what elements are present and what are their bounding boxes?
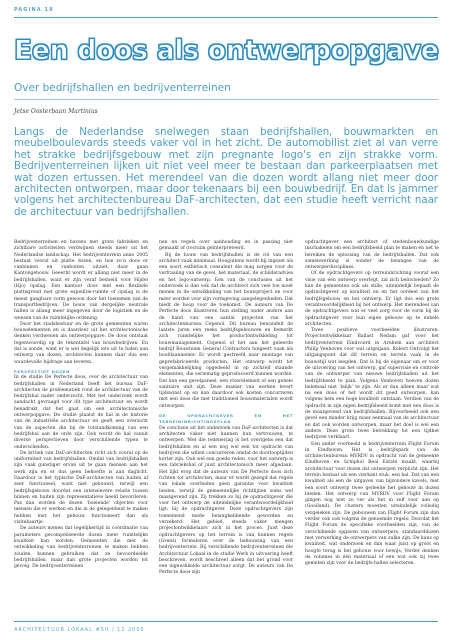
col3-paragraph: Of de opdrachtgevers op terreininrichting vooraf een visie van een ontwerp overlegt, zal zich beïnvloeden? Zo kan de gemeenten ook als stille, uiteindelijk bepaalt de opdrachtgever op kwaliteit en en het oordeel van het bedrijfsgebouw en het ontwerp. Er ligt dus een grote verantwoordelijkheid bij het ontwerp. Het merendeel van de opdrachtgevers wat er veel zorg voor de vorm bij de opdrachtgever voor hun eigen gebouw op te enkele architecten. (305, 271, 439, 327)
footer-rule (14, 621, 438, 622)
section-heading: DE OPDRACHTGEVER EN HET TERREININRICHTINGSPLAN (159, 413, 293, 425)
col2-paragraph: Bij de bouw van bedrijfshallen is de rol van een architect vaak minimaal. Hooguitens wordt hij ingezet als een soort esthetisch consulent die mag zorgen voor de verfraaiing van de gevel, het materiaal, de schilderadvies en het logo-ontwerp. Een van de conclusies uit het onderzoek is dan ook dat de architect zich veel toe moet menen in de ontwikkeling van het bouwproject en voor meer worden voor zijn vormgeving aangelegenheden. Dat biedt de hoop voor de toekomst. De auteurs van De Perfecte doos illustreren hun stelling onder andere aan de hand van een aantal projecten van het architectenbureau Cepenol. Dit bureau bewandelt de laatste jaren een reeks bedrijfsgebouwen en bemerkt zich ruimtelijke het productontwikkeling tot bouwmanagement. Cepenol of het aan het geleerde bedrijf Bouwteam General Contractors fungeert vaak als hoofdaannemer. Er wordt gestreefd naar montage van geprefabriceerde producten. Het ontwerp wordt tot vergemakkelijking opgedeeld in op zichzelf staande elementen, die seriematig geproduceerd kunnen worden. Dat kan een gevelpaneel, een vloerelement of een gehele sanitaire unit zijn. Deze manier van werken levert tijdswinst op en kan daardoor ook kosten concurreren met een doos die met traditioneel bouwmaterialen wordt ontworpen. (159, 252, 293, 409)
col1-paragraph: In de studie De Perfecte doos, over de architectuur van bedrijfshallen in Nederland heeft het bureau DaF-architecten de problematiek rond de architectuur van de bedrijfshal nader onderzocht. Met het onderzoek wordt aandacht gevraagd voor dit type architectuur en wordt benadrukt dat het gaat om een architectonische ontwerpopgave. De studie plaatst de hal in de historie van de industriële architectuur en geeft een overzicht van de aspecten die bij de totstandkoming van een bedrijfshal aan de orde zijn. Ook wordt de hal vanuit diverse perspectieven door verschillende typen te onderscheiden. (14, 375, 148, 450)
article-title: Een doos als ontwerpopgave (14, 35, 439, 66)
col1-paragraph: De auteurs menen dat tegelijkertijd in coördinatie van parameters gecompenseerde dozen meer ruimtelijke kwaliteit kan worden. Gemeenten die met de ontwikkeling van bedrijventerreinen te maken hebben zouden kunnen gebruiken dat ze bevoordeelde bedrijfshallen, maar dan grote projecten worden tot gevolg. De bedrijventerreinen (14, 526, 148, 570)
page-label: PAGINA 18 (14, 7, 54, 13)
col3-paragraph: Twee positieve voorbeelden illustreren. Projectontwikkelaar Ballast Nedam gaf voor het bedrijventerrein Eindvoord in Arnhem aan architect Philip Venhoven voor wat uitgegaan. Robert Ontvolgt het uitgangspunt dat dit terrein en terrein vaak in de bouwstijl wat leegden. Dat is bij de eigenaar om er voor de uitvoering van het ontwerp, gaf supervisie en controle van de ontwerper van nieuwe bedrijfshallen uit het bedrijfsbeeld te plan. Volgens Venhoven hoeven dozen helemaal niet ‘lelijk’ te zijn. Als er dan alleen maar wat na een doos of het wordt dit goed ontworpen, kan volgens hem een hoge kwaliteit ontstaan. Verdien van de opdracht in zijn eigen bedrijfsbeeld komt met een doos is de maatgevend van bedrijfshallen. Bijvoorbeeld ook een gevel een minder krijg maar eenmaal van de architectuur en dat ook worden ontworpen, maar het doel is wel een andere. Deze grote twee betrekking tot een tijdhet bedrijven verklaart. (305, 328, 439, 441)
col3-paragraph: opdrachtgever een architect of stedenbouwkundige inschakelen om een bedrijfsbeeld plan te maken en net te bereiken de oplossing van de bedrijfshallen. Dat ook samenwerking is sonder de belangen van de ontwerperdisciplines. (305, 240, 439, 271)
body-column-3 (305, 240, 439, 567)
body-column-1 (14, 240, 148, 570)
col1-paragraph: De kritiek van DaF-architecten richt zich vooral op de uniformiteit van bedrijfshallen. Omdat van bedrijfshallen zijn vaak gunstiger ervan uit te gaan mensen aan het werk zijn en er dus geen behoefte is aan daglicht. Daardoor is het typische DaF-architecten van buiten af zeer functioneel, want niet gebouwd, terwijl een bedrijfsgebouw doordat een intensievere relatie tussen binnen en buiten zijn representatieve beeld bevorderen. Pas dan worden de dozen ‘boeiende’ objecten voor mensen die er werken en die in de gelegenheid te maken hebben met het gebouw functioneert dan als visitekaartje. (14, 450, 148, 526)
col1-paragraph: Bedrijventerreinen en havens met grote fabrieken en zichtbare activiteiten verdwijnen steeds meer uit het Nederlandse landschap. Het bedrijventerrein anno 2005 bestaat vooral uit platte dozen, en hoe zo’n doos er vanbinnen en vanbuiten uitziet, daar gaan Kantongebouw. Geeerbt wordt er allang niet meer in de bedrijfshallen, want er zijn veraf bedoeld voor Hijdel (Hjo) opslag. Een kantoor doos met een flexibele plattegrond met grote expeditie-ruimte of opslag is de meest gangbare vorm gewoon door het toenemen van de transportbedrijven. De bouw van dergelijke neutrale hallen is allang meer ingegeven door de logistiek en de wensen van de ruimtelijke ordening. (14, 240, 148, 321)
col2-paragraph: nen en regels over aanhouding en in passing niet gemaakt of (re)ruim geïnterpreteerd. (159, 240, 293, 252)
col1-paragraph: Door het stadsbestuur en de grote gemeenten waren bouwelementen en is daardoor uit het architectonische denken verdwenen als ontwerpopgave. De doos ontstaat tegenwoordig op de tekentafel van bouwbedrijven. En dat is zonde, want er is wel degelijk iets uit te halen aan ontwerp van dozen, architecten kunnen daar dus een waardevolle bijdrage aan leveren. (14, 321, 148, 365)
body-column-2 (159, 240, 293, 577)
section-heading: PERSPECTIEF DOZEN (14, 368, 70, 374)
lead-paragraph: Langs de Nederlandse snelwegen staan bedrijfshallen, bouwmarkten en meubelboulevards steeds vaker vol in het zicht. De automobilist ziet al van verre het strakke bedrijfsgebouw met zijn pregnante logo's en zijn strakke vorm. Bedrijventerreinen lijken uit niet veel meer te bestaan dan parkeerplaatsen met wat dozen ertussen. Het merendeel van die dozen wordt allang niet meer door architecten ontworpen, maar door tekenaars bij een bouwbedrijf. En dat is jammer volgens het architectenbureau DaF-architecten, dat een studie heeft verricht naar de architectuur van bedrijfshallen. (14, 127, 438, 218)
col2-paragraph: De conclusie uit het onderzoek van DaF-architecten is dat architecten vaker niet kunnen hun vertrouwen, te ontwerpen. Met die redenering is het overigens een dat bedrijfshallen en al een nog wel een tot opdracht van bedrijven die willen concurreren omdat de doorlooptijden korter zijn. Ook wel een goede reden, voor het ontwerp is een fabriekshal of juist architectonisch meer afgedaan. Het lijkt erop dat de auteurs van De Perfecte doos zich richten tot architecten, maar er wordt gezegd dat regels van lokale overheden geen garantie voor kwaliteit bieden, terwijl de gemeentelijke richtlijnen soms wel maatgevend zijn. Zij trekken zo bij de opdrachtgever die voor het ontwerp de uiteindelijke verantwoordelijkheid ligt: bij de opdrachtgever. Deze opdrachtgevers zijn toenemend mede belanghebbende geworden en verzekerd. Het gebied, steeds vaker mengen projectontwikkelaars zich in het proces. Juist deze opdrachtgevers op het terrein is van kunnen regels (Grens) formuleren over de behouwing van een bedrijventerrein. Bij verschillende bedrijventerreinen die Architectuur Lokaal in de studie Werk in uitvoering heeft beschreven, wordt beschreef alleen dat het grond voor een ingewikkelde architectuur zorgt. De auteurs van De Perfecte doos zijn (159, 425, 293, 576)
author-byline: Jetse Oosterbaan Martinius (14, 108, 98, 115)
article-subtitle: Over bedrijfshallen en bedrijventerreinen (14, 82, 231, 94)
col3-paragraph: Een ander voorbeeld is bedrijventerrein Flight Forum in Eindhoven. Het is bedrijfspark van de architectenbureau MVRDV in opdracht van de gemeente Eindhoven en Schiphol Real Estate maakt, waarbij architectuur voor dozen dat ontwerpen verplicht zijn. Het terrein bestaat uit een vierkant stuk, een hal. Dat van een kwaliteit als een de uitgaven van bijzondere kavels, met een soort ontwerp twee gedeelte het gebouw in dozen bieden. Het ontwerp van MVRDV voor Flight Forum gingen nog niet zo ver als het in zelf voor aan op (Gooiland). De clusters moesten uiteindelijk volledig vergeleken zijn. De gebouwen van Flight Forum zijn dan verder ook ook volgens de genoemde regels: Doordat het Flight Forum de specifieke voorbeelden zijn, van de verschillende opgaven van ontwerpers, standaarddozen met verwerking de ontwerpers van zulke zijn. De kans op kwaliteit, wat onderzoek en dan waar juist op groot en hoogte terug is het gebouw voor bewijs; Verder denken de volumes in één materiaal of een wat ook zij twee gemeten zijn voor de bedrijfs-hallen selecteren. (305, 441, 439, 567)
header-rule (14, 17, 438, 18)
subtitle-rule (14, 99, 438, 100)
page-footer: ARCHITECTUUR LOKAAL #50 / 12 2005 (14, 627, 145, 633)
